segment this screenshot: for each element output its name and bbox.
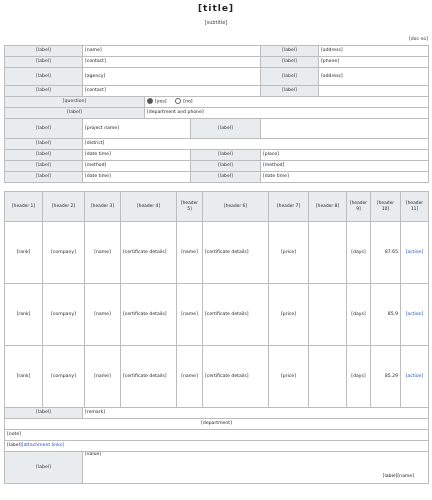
- report-attachments-row: [5, 441, 429, 452]
- header-duration: [header 9]: [347, 192, 371, 222]
- header-pm: [header 3]: [85, 192, 121, 222]
- tenderer-address-label: [label]: [261, 46, 319, 57]
- candidate-rank: [rank]: [5, 346, 43, 408]
- bid-method-label: [label]: [5, 161, 83, 172]
- candidate-score: 85.29: [371, 346, 401, 408]
- candidate-price: [price]: [269, 346, 309, 408]
- candidate-quality: [309, 284, 347, 346]
- header-tech: [header 5]: [177, 192, 203, 222]
- open-place-value: [place]: [261, 150, 429, 161]
- person-value: [value]: [85, 452, 102, 457]
- supervise-question-label: [question]: [5, 97, 145, 108]
- reviewer-label: [label]: [382, 474, 398, 479]
- agency-address-value: [address]: [319, 68, 429, 86]
- tenderer-label: [label]: [5, 46, 83, 57]
- candidate-price: [price]: [269, 222, 309, 284]
- candidate-tech: [name]: [177, 346, 203, 408]
- header-tech-cert: [header 6]: [203, 192, 269, 222]
- bid-method-value: [method]: [83, 161, 191, 172]
- remark-label: [label]: [5, 408, 83, 419]
- candidate-pm: [name]: [85, 346, 121, 408]
- candidate-score: 85.9: [371, 284, 401, 346]
- remark-value: [remark]: [83, 408, 429, 419]
- pub-start-label: [label]: [5, 172, 83, 183]
- candidate-pm: [name]: [85, 222, 121, 284]
- tenderer-value: [name]: [83, 46, 261, 57]
- candidate-tech: [name]: [177, 284, 203, 346]
- agency-phone-value: [319, 86, 429, 97]
- tenderer-contact-label: [label]: [5, 57, 83, 68]
- table-row: [5, 284, 429, 346]
- candidate-tech-cert: [certificate details]: [203, 222, 269, 284]
- open-time-label: [label]: [5, 150, 83, 161]
- agency-label: [label]: [5, 68, 83, 86]
- open-time-value: [date time]: [83, 150, 191, 161]
- pub-start-value: [date time]: [83, 172, 191, 183]
- header-rank: [header 1]: [5, 192, 43, 222]
- report-links[interactable]: [attachment links]: [21, 443, 64, 448]
- candidate-score: 87.65: [371, 222, 401, 284]
- candidates-table: [4, 191, 429, 408]
- table-row: [5, 222, 429, 284]
- person-label: [label]: [5, 452, 83, 484]
- supervise-yes-label: [yes]: [155, 99, 167, 105]
- district-label: [label]: [5, 139, 83, 150]
- table-row: [5, 346, 429, 408]
- candidate-company: [company]: [43, 222, 85, 284]
- page-subtitle: [subtitle]: [204, 20, 228, 26]
- page-title: [title]: [197, 4, 235, 14]
- project-value: [project name]: [83, 119, 191, 139]
- radio-yes-icon[interactable]: [147, 98, 153, 104]
- agency-value: [agency]: [83, 68, 261, 86]
- radio-no-icon[interactable]: [175, 98, 181, 104]
- candidate-action-link[interactable]: [action]: [401, 222, 429, 284]
- candidate-tech-cert: [certificate details]: [203, 284, 269, 346]
- report-label: [label]: [7, 443, 22, 448]
- candidate-price: [price]: [269, 284, 309, 346]
- publishing-department: [department]: [5, 419, 429, 430]
- industry-value: [261, 119, 429, 139]
- supervise-dept-label: [label]: [5, 108, 145, 119]
- pub-end-value: [date time]: [261, 172, 429, 183]
- objection-note: [note]: [5, 430, 429, 441]
- agency-phone-label: [label]: [261, 86, 319, 97]
- agency-contact-label: [label]: [5, 86, 83, 97]
- reviewer-block: [383, 474, 414, 480]
- tenderer-address-value: [address]: [319, 46, 429, 57]
- district-value: [district]: [83, 139, 429, 150]
- agency-contact-value: [contact]: [83, 86, 261, 97]
- candidate-tech-cert: [certificate details]: [203, 346, 269, 408]
- eval-method-value: [method]: [261, 161, 429, 172]
- eval-method-label: [label]: [191, 161, 261, 172]
- tenderer-phone-label: [label]: [261, 57, 319, 68]
- footer-table: [4, 407, 429, 484]
- candidate-pm-cert: [certificate details]: [121, 346, 177, 408]
- supervise-no-label: [no]: [183, 99, 193, 105]
- candidate-duration: [days]: [347, 222, 371, 284]
- pub-end-label: [label]: [191, 172, 261, 183]
- project-label: [label]: [5, 119, 83, 139]
- candidate-duration: [days]: [347, 346, 371, 408]
- candidate-pm-cert: [certificate details]: [121, 284, 177, 346]
- supervise-dept-value: [department and phone]: [145, 108, 429, 119]
- header-company: [header 2]: [43, 192, 85, 222]
- candidate-quality: [309, 346, 347, 408]
- candidate-company: [company]: [43, 346, 85, 408]
- agency-address-label: [label]: [261, 68, 319, 86]
- supervise-radio-group: [145, 97, 429, 108]
- candidate-pm: [name]: [85, 284, 121, 346]
- header-price: [header 7]: [269, 192, 309, 222]
- candidate-rank: [rank]: [5, 222, 43, 284]
- candidate-action-link[interactable]: [action]: [401, 284, 429, 346]
- header-action: [header 11]: [401, 192, 429, 222]
- document-number: [doc no]: [408, 37, 428, 42]
- candidate-pm-cert: [certificate details]: [121, 222, 177, 284]
- tender-info-table: [4, 45, 429, 183]
- industry-label: [label]: [191, 119, 261, 139]
- candidate-duration: [days]: [347, 284, 371, 346]
- candidate-company: [company]: [43, 284, 85, 346]
- candidate-quality: [309, 222, 347, 284]
- header-quality: [header 8]: [309, 192, 347, 222]
- reviewer-name: [name]: [397, 474, 414, 479]
- tenderer-contact-value: [contact]: [83, 57, 261, 68]
- candidate-tech: [name]: [177, 222, 203, 284]
- person-value-cell: [83, 452, 429, 484]
- candidate-rank: [rank]: [5, 284, 43, 346]
- header-pm-cert: [header 4]: [121, 192, 177, 222]
- tenderer-phone-value: [phone]: [319, 57, 429, 68]
- open-place-label: [label]: [191, 150, 261, 161]
- candidate-action-link[interactable]: [action]: [401, 346, 429, 408]
- header-score: [header 10]: [371, 192, 401, 222]
